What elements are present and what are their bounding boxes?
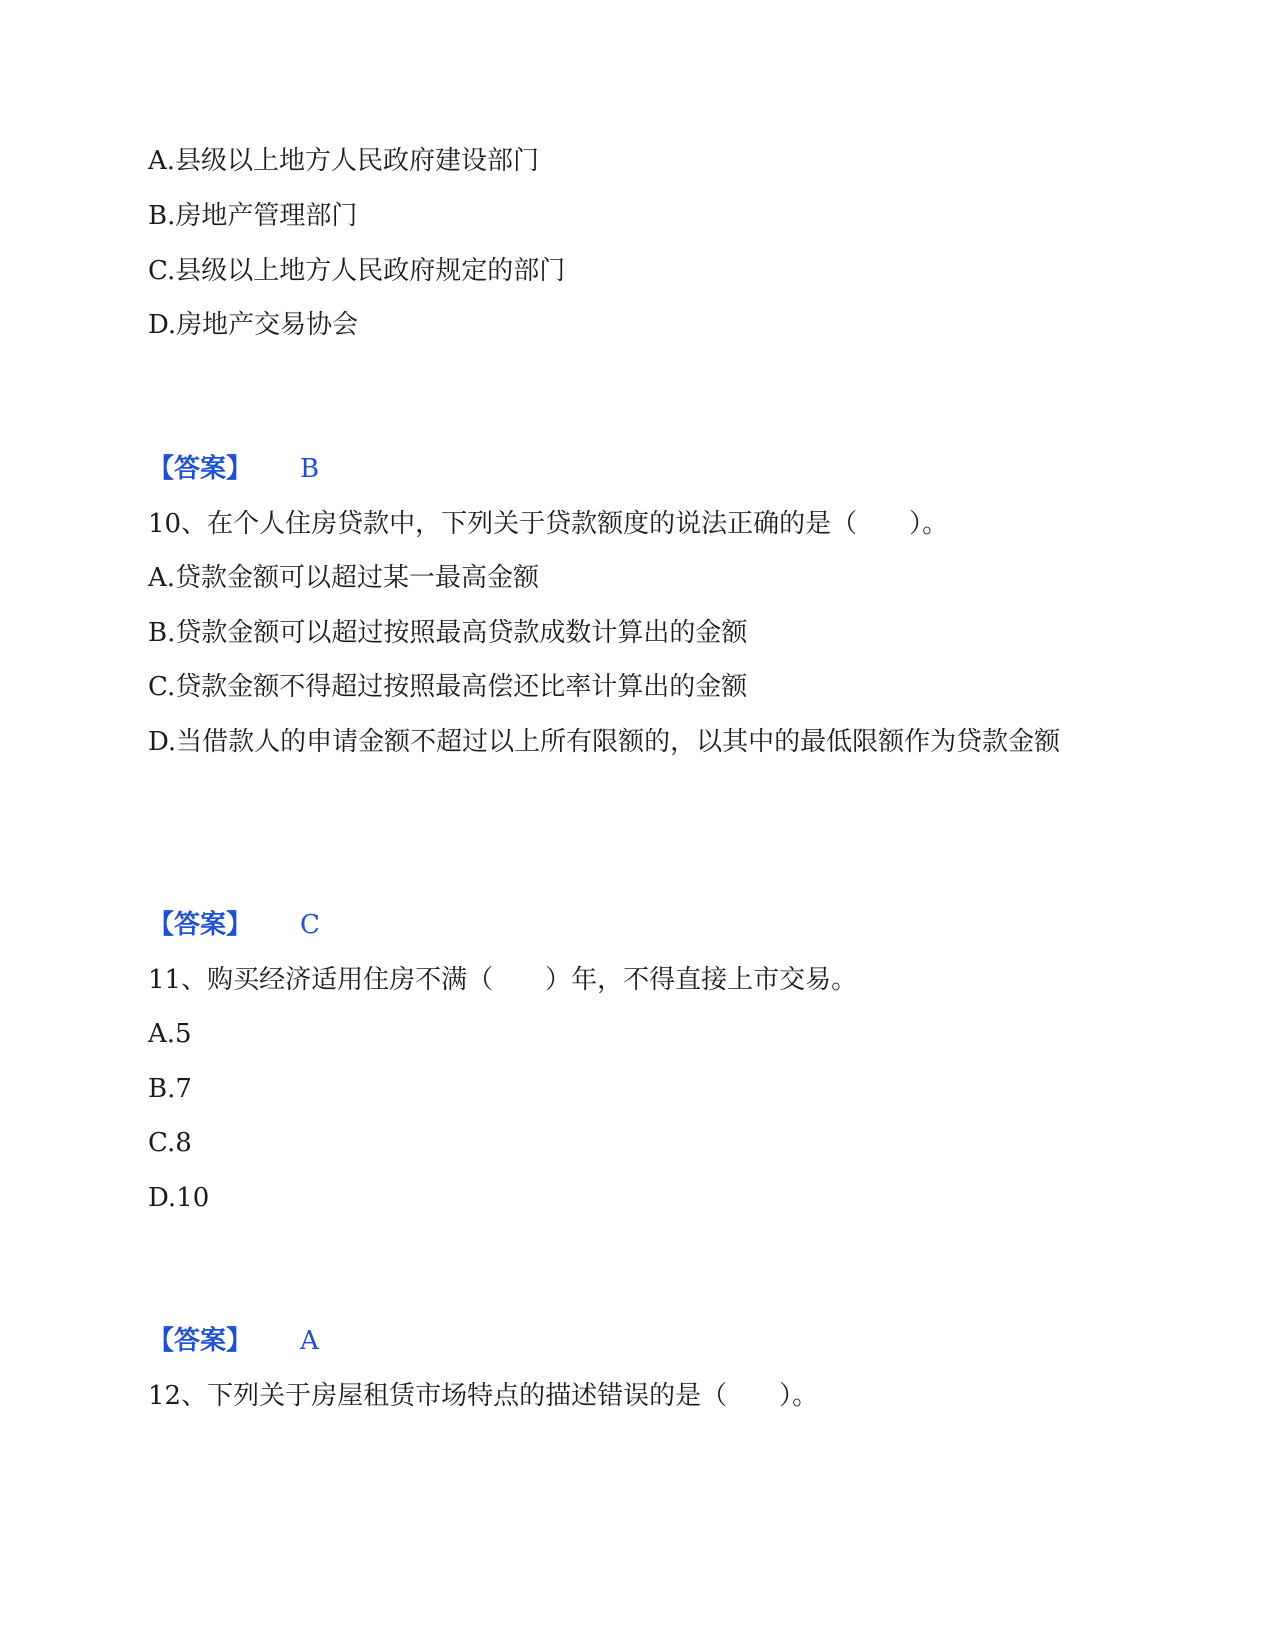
- q11-option-a: A.5: [148, 1019, 192, 1049]
- q10-option-d: D.当借款人的申请金额不超过以上所有限额的，以其中的最低限额作为贷款金额: [148, 727, 1061, 757]
- q12-question: 12、下列关于房屋租赁市场特点的描述错误的是（ ）。: [148, 1381, 819, 1411]
- answer-label: 【答案】: [148, 1326, 253, 1356]
- q11-answer: [148, 1321, 319, 1361]
- q9-option-b: B.房地产管理部门: [148, 201, 358, 231]
- q9-option-a: A.县级以上地方人民政府建设部门: [148, 146, 540, 176]
- q10-option-b: B.贷款金额可以超过按照最高贷款成数计算出的金额: [148, 618, 748, 648]
- q11-option-b: B.7: [148, 1074, 192, 1104]
- q9-answer: [148, 449, 319, 489]
- answer-label: 【答案】: [148, 454, 253, 484]
- q9-option-d: D.房地产交易协会: [148, 310, 359, 340]
- q9-option-c: C.县级以上地方人民政府规定的部门: [148, 256, 566, 286]
- answer-value: B: [300, 454, 320, 484]
- q10-option-a: A.贷款金额可以超过某一最高金额: [148, 563, 540, 593]
- q10-question: 10、在个人住房贷款中，下列关于贷款额度的说法正确的是（ ）。: [148, 509, 949, 539]
- answer-value: A: [300, 1326, 319, 1356]
- q10-option-c: C.贷款金额不得超过按照最高偿还比率计算出的金额: [148, 672, 748, 702]
- q11-option-c: C.8: [148, 1128, 192, 1158]
- q11-question: 11、购买经济适用住房不满（ ）年，不得直接上市交易。: [148, 965, 858, 995]
- answer-value: C: [300, 910, 320, 940]
- answer-label: 【答案】: [148, 910, 253, 940]
- q10-answer: [148, 905, 320, 945]
- q11-option-d: D.10: [148, 1183, 210, 1213]
